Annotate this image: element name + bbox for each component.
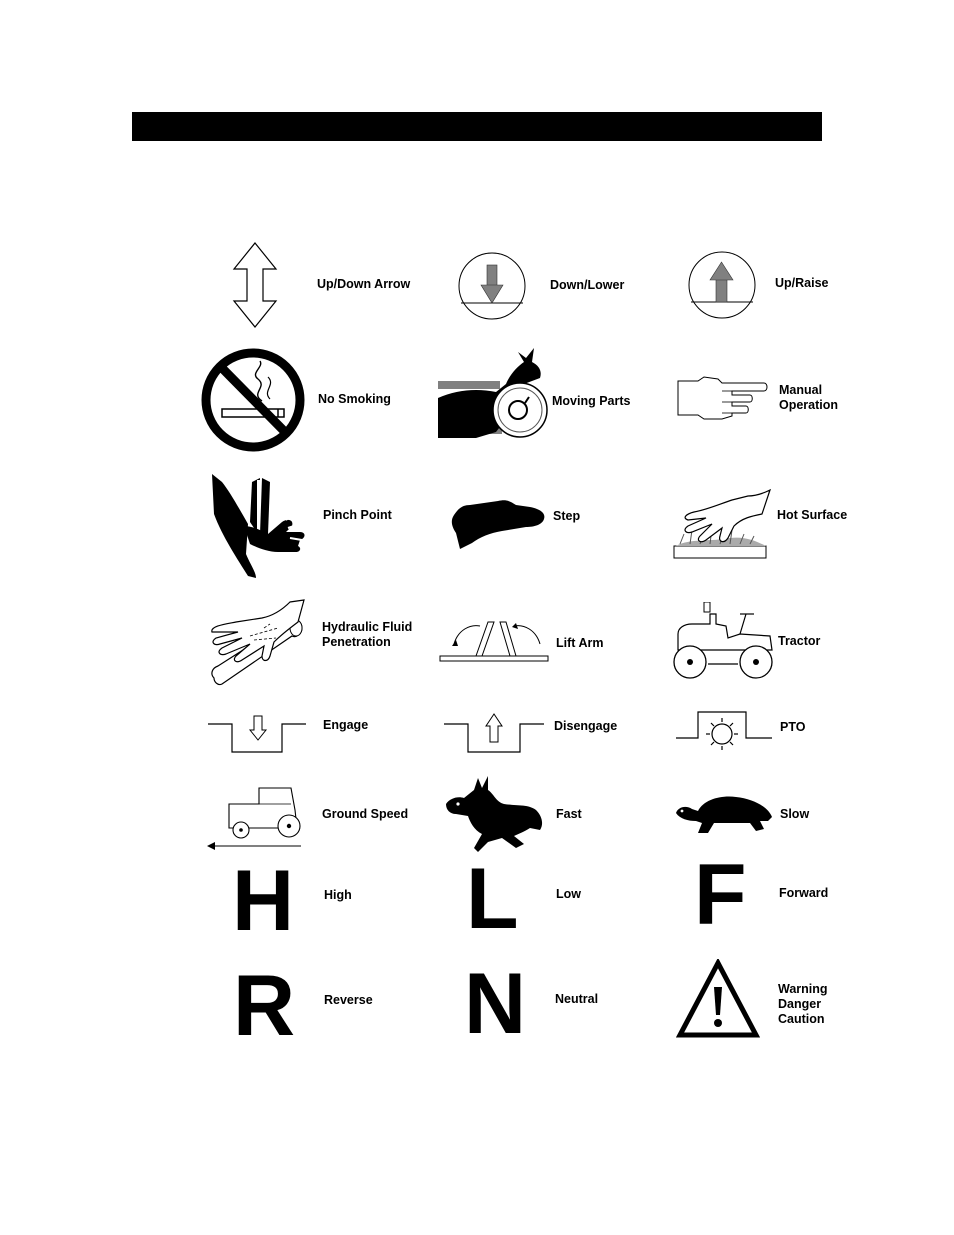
lift-arm-icon bbox=[436, 616, 552, 664]
neutral-letter: N bbox=[464, 956, 527, 1052]
moving-parts-label: Moving Parts bbox=[552, 394, 631, 408]
hydraulic-fluid-label: Hydraulic Fluid Penetration bbox=[322, 620, 413, 649]
pinch-point-icon bbox=[208, 472, 308, 582]
section-title-bar bbox=[132, 112, 822, 141]
reverse-letter: R bbox=[233, 958, 296, 1054]
disengage-icon bbox=[444, 712, 546, 756]
pto-label: PTO bbox=[780, 720, 806, 734]
engage-icon bbox=[208, 712, 308, 756]
engage-label: Engage bbox=[323, 718, 369, 732]
low-letter: L bbox=[466, 851, 519, 947]
forward-label: Forward bbox=[779, 886, 829, 900]
down-lower-icon bbox=[456, 251, 528, 321]
high-letter: H bbox=[232, 853, 295, 949]
up-raise-label: Up/Raise bbox=[775, 276, 829, 290]
hydraulic-fluid-icon bbox=[206, 598, 310, 690]
tractor-icon bbox=[670, 602, 776, 680]
slow-label: Slow bbox=[780, 807, 810, 821]
manual-operation-label: Manual Operation bbox=[779, 383, 839, 412]
reverse-label: Reverse bbox=[324, 993, 373, 1007]
pinch-point-label: Pinch Point bbox=[323, 508, 392, 522]
disengage-label: Disengage bbox=[554, 719, 618, 733]
no-smoking-label: No Smoking bbox=[318, 392, 391, 406]
down-lower-label: Down/Lower bbox=[550, 278, 625, 292]
tractor-label: Tractor bbox=[778, 634, 821, 648]
warning-triangle-icon bbox=[676, 959, 760, 1039]
manual-operation-icon bbox=[674, 375, 770, 423]
neutral-label: Neutral bbox=[555, 992, 599, 1006]
pto-icon bbox=[676, 704, 774, 758]
hot-surface-label: Hot Surface bbox=[777, 508, 848, 522]
hot-surface-icon bbox=[670, 488, 774, 562]
low-label: Low bbox=[556, 887, 581, 901]
step-icon bbox=[446, 497, 550, 551]
warning-label: Warning Danger Caution bbox=[778, 982, 828, 1026]
ground-speed-icon bbox=[205, 784, 305, 854]
forward-letter: F bbox=[694, 847, 747, 943]
no-smoking-icon bbox=[200, 345, 310, 455]
fast-rabbit-icon bbox=[444, 776, 548, 852]
up-down-arrow-icon bbox=[232, 241, 278, 329]
up-raise-icon bbox=[686, 250, 758, 320]
high-label: High bbox=[324, 888, 352, 902]
step-label: Step bbox=[553, 509, 581, 523]
slow-turtle-icon bbox=[674, 793, 776, 835]
moving-parts-icon bbox=[436, 348, 552, 444]
fast-label: Fast bbox=[556, 807, 582, 821]
up-down-arrow-label: Up/Down Arrow bbox=[317, 277, 411, 291]
ground-speed-label: Ground Speed bbox=[322, 807, 409, 821]
lift-arm-label: Lift Arm bbox=[556, 636, 604, 650]
